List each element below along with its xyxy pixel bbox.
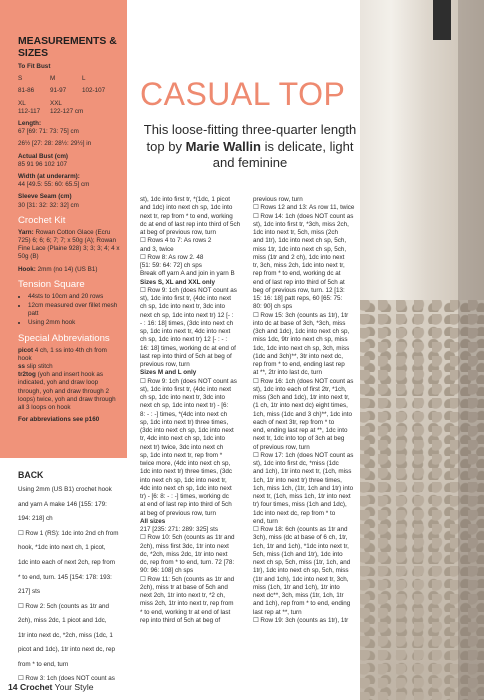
tension-item: • Using 2mm hook (28, 319, 121, 327)
pattern-line: next tr, rep from * to end, working (140, 212, 233, 220)
sidebar-title: MEASUREMENTS & SIZES (18, 36, 117, 59)
pattern-line: next tr) twice, 3dc into next ch (140, 443, 224, 451)
pattern-line: miss (1tr and 2 ch), 1dc into next (253, 253, 345, 261)
pattern-line: next 2ch, 1tr into next tr, *2 ch, (140, 592, 226, 599)
pattern-line: ☐ Row 14: 1ch (does NOT count as (253, 212, 354, 220)
pattern-line: next tr, 1dc into top of 3ch at beg (253, 435, 345, 443)
crochet-kit-heading: Crochet Kit (18, 214, 66, 226)
pattern-line: ☐ Row 11: 5ch (counts as 1tr and (140, 575, 235, 583)
pattern-line: picot and 1dc), 1tr into next dc, rep (18, 646, 115, 654)
abbr-tr2tog: tr2tog (yoh and insert hook as indicated, yoh and draw loop through, yoh and draw through 2 loops) twice, yoh and draw through all 3 loops on hook (18, 371, 116, 412)
pattern-line: st), 1dc into each of first 2tr, *1ch, (253, 385, 347, 393)
pattern-line: each of next 3tr, rep from * to (253, 418, 335, 426)
pattern-line: 3ch), miss (dc at base of 6 ch, 1tr, (253, 534, 348, 542)
pattern-line: ☐ Row 16: 1ch (does NOT count as (253, 377, 354, 385)
pattern-column-3 (253, 196, 361, 625)
pattern-line: ☐ Row 17: 1ch (does NOT count as (253, 451, 354, 459)
pattern-line: and 1tr), 1dc into next ch sp, 5ch, (253, 237, 347, 245)
hook-info: Hook: 2mm (no 14) (US B1) (18, 265, 98, 273)
pattern-line: ch sp, 1dc into next tr, 3dc into (140, 394, 226, 401)
pattern-line: ☐ Row 1 (RS): 1dc into 2nd ch from (18, 529, 119, 537)
size-l: L (82, 75, 86, 83)
pattern-line: ☐ Row 3: 1ch (does NOT count as (18, 675, 115, 683)
pattern-line: tr) four times, miss (1ch and 1dc), (253, 501, 347, 509)
pattern-line: sp, 1dc into next tr, rep from * (140, 451, 223, 459)
pattern-line: ☐ Row 9: 1ch (does NOT count as (140, 377, 237, 385)
actual-bust-values: 85 91 96 102 107 (18, 160, 68, 168)
pattern-line: 2ch), miss first 3dc, 1tr into next (140, 542, 229, 550)
pattern-line: last rep at **, turn (253, 608, 302, 616)
pattern-line: ☐ Row 2: 5ch (counts as 1tr and (18, 602, 110, 610)
pattern-line: 1tr), 1dc into next ch sp, 5ch, miss (253, 567, 349, 575)
abbr-picot: picot 4 ch, 1 ss into 4th ch from hook (18, 346, 107, 362)
bust-row-1 (18, 87, 121, 95)
magazine-brand: Crochet (19, 682, 53, 692)
pattern-line: Sizes S, XL and XXL only (140, 278, 216, 286)
pattern-line: All sizes (140, 517, 166, 525)
pattern-line: next ch sp, 1dc into next tr) 12 [- : (140, 311, 234, 319)
pattern-line: end, turn (253, 517, 278, 525)
pattern-line: 217] sts (18, 588, 41, 596)
designer-name: Marie Wallin (185, 138, 261, 154)
pattern-line: miss 2ch, 1tr into next tr, rep from (140, 600, 234, 608)
pattern-line: ☐ Row 19: 3ch (counts as 1tr), 1tr (253, 616, 349, 624)
pattern-line: sp, 1dc into next tr, 4dc into next (140, 328, 231, 335)
pattern-line: (1tr and 1ch), 1dc into next tr, 3ch, (253, 575, 349, 583)
pattern-line: ch sp, 1dc into next tr, 3dc into (140, 303, 226, 311)
pattern-line: hook, *1dc into next ch, 1 picot, (18, 544, 106, 552)
pattern-line: 1ch, 1tr into next tr) three times, (253, 476, 342, 484)
tension-heading: Tension Square (18, 278, 85, 290)
pattern-line: - : 16: 18] times, (3dc into next ch (140, 319, 234, 327)
yarn-info: Yarn: Rowan Cotton Glace (Ecru 725) 6; 6; 6; 7; 7; x 50g (A); Rowan Fine Lace (Plaine 928) 3; 3; 3; 4; 4 x 50g (B) (18, 228, 120, 261)
size-s: S (18, 75, 23, 83)
pattern-line: miss 1dc, 9tr into next ch sp, miss (253, 336, 348, 344)
pattern-line: at end of last rep into third of 5ch (140, 501, 232, 509)
dark-window (433, 0, 451, 40)
length-label: Length: (18, 120, 42, 128)
sleeve-value: 30 [31: 32: 32: 32] cm (18, 201, 79, 209)
pattern-line: st), 1dc into first tr, *3ch, miss 2ch, (253, 220, 349, 228)
back-section (18, 470, 128, 690)
pattern-line: of previous row, turn (253, 443, 310, 451)
tension-item: • 12cm measured over fillet mesh patt (28, 302, 121, 318)
length-in: 26½ [27: 28: 28½: 29½] in (18, 140, 92, 148)
pattern-line: Sizes M and L only (140, 369, 197, 377)
pattern-line: 1dc into next tr) three times, (3dc (140, 468, 233, 476)
pattern-line: ☐ Row 8: As row 2. 48 (140, 253, 204, 261)
pattern-line: next ch sp, 5ch, miss (1tr, 1ch, and (253, 559, 351, 566)
pattern-line: end of last rep into third of 5ch at (253, 278, 345, 286)
pattern-line: and 1dc) into next ch sp, 1dc into (140, 204, 233, 212)
pattern-line: 1ch, miss (1dc and 3 ch)**, 1dc into (253, 410, 353, 418)
pattern-line: into dc at base of 3ch, *3ch, miss (253, 319, 346, 327)
pattern-line: dc, *2ch, miss 2dc, 1tr into next (140, 550, 228, 558)
pattern-line: tr, 3ch, miss 2ch, 1dc into next tr, (253, 262, 345, 269)
measurements-sidebar (0, 0, 127, 458)
pattern-line: rep into third of 5ch at beg of (140, 616, 221, 624)
abbreviations-heading: Special Abbreviations (18, 332, 110, 344)
pattern-line: st), 1dc into first dc, *miss (1dc (253, 460, 339, 467)
size-row-1 (18, 75, 121, 83)
pattern-line: last rep into third of 5ch at beg of (140, 352, 232, 360)
bust-row-2 (18, 108, 121, 116)
pattern-line: 8: - : -] times, *(4dc into next ch (140, 410, 228, 418)
back-instructions (18, 486, 128, 683)
pattern-line: 90: 96: 108] ch sps (140, 567, 194, 575)
pattern-line: 1ch, 1tr and 1ch), *1dc into next tr, (253, 542, 349, 550)
width-value: 44 [49.5: 55: 60: 65.5] cm (18, 181, 90, 189)
pattern-line: previous row, turn (253, 196, 303, 203)
pattern-line: next tr, (1ch, miss 1ch, 1tr into next (253, 493, 351, 500)
to-fit-bust-label: To Fit Bust (18, 63, 51, 70)
pattern-line: (1 ch, 1tr into next dc) eight times, (253, 402, 348, 410)
pattern-line: Break off yarn A and join in yarn B (140, 270, 235, 278)
pattern-line: 217 [235: 271: 289: 325] sts (140, 526, 219, 533)
pattern-line: Using 2mm (US B1) crochet hook (18, 486, 112, 494)
pattern-line: tr) - [6: 8: - : -] times, working dc (140, 493, 229, 500)
width-label: Width (at underarm): (18, 173, 80, 181)
pattern-line: miss (1ch, 1tr and 1ch), 1tr into (253, 583, 340, 591)
pattern-line: dc at end of last rep into third of 5ch (140, 220, 241, 228)
pattern-line: (1dc and 3ch)**, 3tr into next dc, (253, 352, 343, 360)
page-subtitle: This loose-fitting three-quarter length top by Marie Wallin is delicate, light and feminine (143, 122, 357, 170)
pattern-line: from * to end, turn (18, 660, 69, 668)
bust-m: 91-97 (50, 87, 67, 95)
page-title: CASUAL TOP (140, 76, 346, 112)
pattern-line: 16: 18] times, working dc at end of (140, 344, 236, 352)
bust-s: 81-86 (18, 87, 35, 95)
pattern-line: and 1ch), rep from * to end, ending (253, 600, 351, 608)
pattern-line: 1dc, 1dc into next ch sp, 3ch, miss (253, 344, 350, 352)
pattern-line: previous row, turn (140, 361, 190, 368)
model-photo (360, 0, 484, 700)
length-cm: 67 [69: 71: 73: 75] cm (18, 128, 79, 136)
pattern-line: at beg of previous row, turn (140, 509, 216, 517)
pattern-line: 4dc into next ch sp, 1dc into next (140, 484, 232, 492)
pattern-line: at **, 2tr into last dc, turn (253, 369, 322, 377)
wall-shadow (458, 0, 484, 700)
pattern-line: 1ch, miss 1ch, (1tr, 1ch and 1tr) into (253, 484, 354, 492)
sleeve-label: Sleeve Seam (cm) (18, 193, 72, 201)
pattern-line: st), 1dc into first tr, *(1dc, 1 picot (140, 196, 230, 203)
pattern-line: twice more, (4dc into next ch sp, (140, 460, 231, 467)
pattern-line: miss (3ch and 1dc), 1tr into next tr, (253, 394, 350, 401)
tension-item: • 44sts to 10cm and 20 rows (28, 293, 121, 301)
size-xl: XL (18, 99, 26, 107)
page-number: 14 (8, 682, 18, 692)
pattern-column-2 (140, 196, 250, 625)
pattern-line: 1tr into next dc, *2ch, miss (1dc, 1 (18, 631, 113, 639)
actual-bust-label: Actual Bust (cm) (18, 152, 69, 160)
pattern-line: sp, 1dc into next tr) three times, (140, 418, 229, 426)
pattern-line: (3dc into next ch sp, 1dc into next (140, 427, 234, 434)
pattern-line: ☐ Row 9: 1ch (does NOT count as (140, 286, 237, 294)
pattern-line: 1dc into next tr, 5ch, miss (2ch (253, 229, 339, 236)
pattern-line: 80: 90] ch sps (253, 303, 293, 311)
pattern-line: 2ch), miss tr at base of 5ch and (140, 583, 228, 591)
pattern-line: next dc**, 3ch, miss (1tr, 1ch, 1tr (253, 592, 344, 599)
pattern-line: rep from * to end, ending last rep (253, 361, 345, 368)
abbr-more-note: For abbreviations see p160 (18, 416, 100, 424)
pattern-line: and yarn A make 146 [155: 179: (18, 500, 107, 508)
pattern-line: dc, rep from * to end, turn. 72 [78: (140, 559, 235, 566)
pattern-line: ☐ Row 18: 6ch (counts as 1tr and (253, 526, 348, 533)
back-heading: BACK (18, 470, 44, 480)
pattern-line: 1dc into each of next 2ch, rep from (18, 559, 115, 567)
tension-list (18, 293, 121, 328)
pattern-line: 15: 16: 18] patt reps, 60 [65: 75: (253, 295, 343, 302)
pattern-line: ☐ Rows 4 to 7: As rows 2 (140, 237, 212, 245)
pattern-line: * to end, working tr at end of last (140, 608, 231, 616)
pattern-line: * to end, turn. 145 [154: 178: 193: (18, 573, 112, 581)
pattern-line: rep from * to end, working dc at (253, 270, 341, 278)
size-row-2 (18, 100, 121, 108)
abbr-ss: ss slip stitch (18, 363, 53, 371)
pattern-line: ☐ Rows 12 and 13: As row 11, twice (253, 204, 355, 212)
pattern-line: and 1ch), 1tr into next tr, (1ch, miss (253, 468, 352, 476)
pattern-line: into next ch sp, 1dc into next tr, (140, 476, 227, 484)
pattern-line: (3ch and 1dc), 1dc into next ch sp, (253, 328, 350, 335)
bust-xxl: 122-127 cm (50, 107, 84, 115)
magazine-tagline: Your Style (54, 682, 94, 692)
size-m: M (50, 75, 56, 83)
pattern-line: 194: 218] ch (18, 515, 53, 523)
pattern-line: and 3, twice (140, 245, 174, 253)
pattern-line: st), 1dc into first tr, (4dc into next (140, 385, 231, 393)
pattern-line: ☐ Row 10: 5ch (counts as 1tr and (140, 534, 235, 542)
pattern-line: miss 1tr, 1dc into next ch sp, 5ch, (253, 245, 347, 253)
pattern-line: ☐ Row 15: 3ch (counts as 1tr), 1tr (253, 311, 349, 319)
page-footer (8, 682, 94, 692)
pattern-line: next ch sp, 1dc into next tr) - [6: (140, 402, 229, 410)
pattern-line: 5ch, miss (1ch and 1tr), 1dc into (253, 550, 343, 558)
bust-xl: 112-117 (18, 107, 41, 115)
pattern-line: ch sp, 1dc into next tr) 12 [- : - : (140, 336, 228, 344)
pattern-line: end, ending last rep at **, 1dc into (253, 427, 348, 434)
pattern-line: tr, 4dc into next ch sp, 1dc into (140, 435, 226, 443)
size-xxl: XXL (50, 99, 62, 107)
bust-l: 102-107 (82, 87, 106, 95)
pattern-line: 1dc into next dc, rep from * to (253, 509, 336, 517)
pattern-line: [51: 59: 64: 72] ch sps (140, 262, 202, 269)
pattern-line: beg of previous row, turn. 12 [13: (253, 286, 345, 294)
pattern-line: at beg of previous row, turn (140, 229, 216, 236)
pattern-line: st), 1dc into first tr, (4dc into next (140, 295, 231, 302)
pattern-line: 2ch), miss 2dc, 1 picot and 1dc, (18, 617, 107, 625)
